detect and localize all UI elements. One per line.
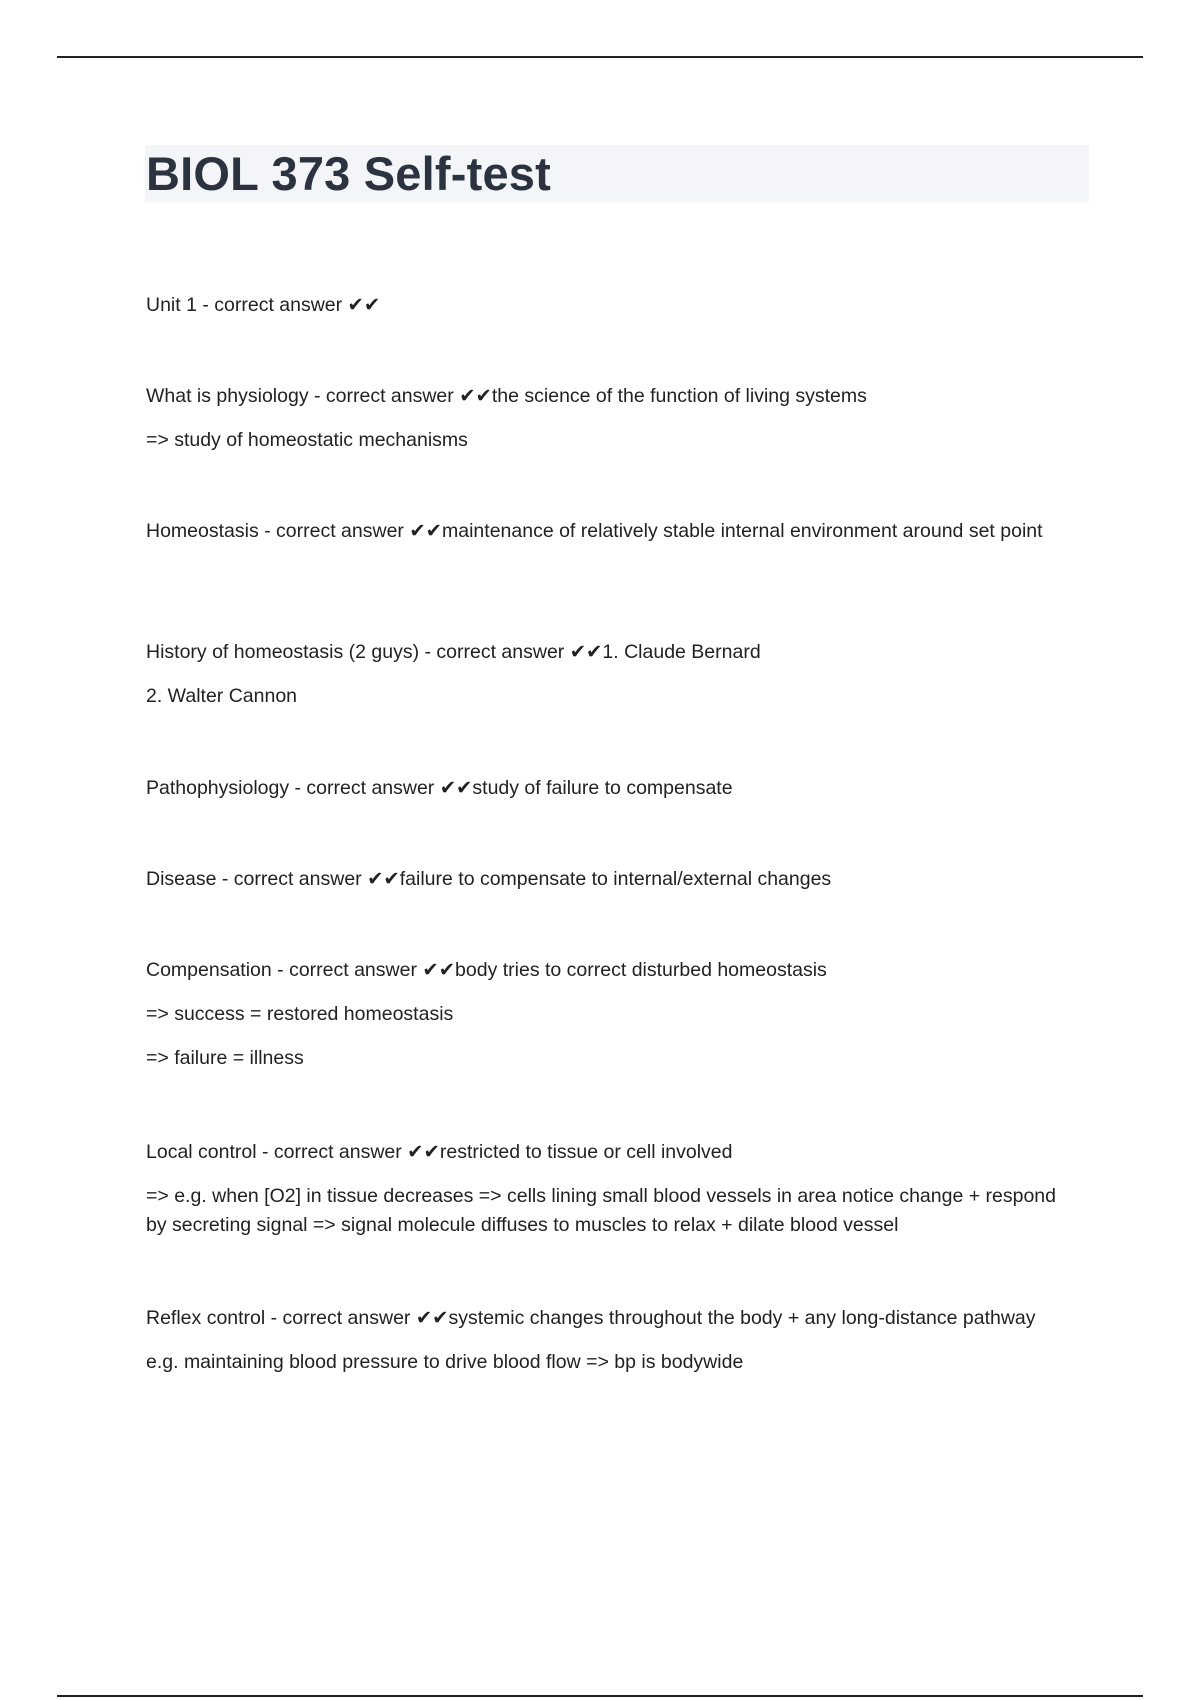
entry-answer: 1. Claude Bernard [602, 641, 761, 663]
entry-term: Homeostasis - correct answer ✔✔ [146, 520, 443, 542]
entry-answer: the science of the function of living systems [491, 385, 867, 407]
entry-homeostasis [146, 517, 1076, 546]
entry-what-is-physiology [146, 382, 1076, 455]
entry-answer: study of failure to compensate [472, 777, 733, 799]
entry-extra: => study of homeostatic mechanisms [146, 429, 468, 451]
entry-question-answer [146, 956, 1076, 985]
entry-unit-1 [146, 291, 1076, 320]
entry-extra: 2. Walter Cannon [146, 685, 298, 707]
entry-answer: body tries to correct disturbed homeostasis [455, 959, 827, 981]
header-rule [57, 56, 1143, 58]
entry-term: History of homeostasis (2 guys) - correct answer ✔✔ [146, 641, 603, 663]
entry-answer: restricted to tissue or cell involved [439, 1141, 733, 1163]
entry-answer: systemic changes throughout the body + any long-distance pathway [448, 1307, 1036, 1329]
entry-question-answer [146, 1304, 1076, 1333]
entry-local-control [146, 1138, 1076, 1240]
entry-compensation [146, 956, 1076, 1073]
entry-term: Reflex control - correct answer ✔✔ [146, 1307, 449, 1329]
entry-answer: maintenance of relatively stable internal environment around set point [442, 520, 1043, 542]
entry-question-answer [146, 517, 1076, 546]
entry-extra: e.g. maintaining blood pressure to drive blood flow => bp is bodywide [146, 1351, 744, 1373]
entry-disease [146, 865, 1076, 894]
entry-extra: => e.g. when [O2] in tissue decreases => cells lining small blood vessels in area notice change + respond by secreting signal => signal molecule diffuses to muscles to relax + dilate blood vessel [146, 1185, 1056, 1236]
entry-question-answer [146, 1138, 1076, 1167]
entry-reflex-control [146, 1304, 1076, 1377]
document-title: BIOL 373 Self-test [146, 147, 551, 200]
entry-question-answer [146, 865, 1076, 894]
entry-term: Local control - correct answer ✔✔ [146, 1141, 440, 1163]
entry-term: Compensation - correct answer ✔✔ [146, 959, 456, 981]
entry-extra: => failure = illness [146, 1047, 304, 1069]
entry-history-of-homeostasis [146, 638, 1076, 711]
entry-term: Pathophysiology - correct answer ✔✔ [146, 777, 473, 799]
entry-term: Unit 1 - correct answer ✔✔ [146, 294, 381, 316]
entry-question-answer [146, 638, 1076, 667]
entry-extra: => success = restored homeostasis [146, 1003, 454, 1025]
entry-pathophysiology [146, 774, 1076, 803]
entry-answer: failure to compensate to internal/external changes [399, 868, 832, 890]
entry-term: What is physiology - correct answer ✔✔ [146, 385, 492, 407]
footer-rule [57, 1695, 1143, 1697]
entry-term: Disease - correct answer ✔✔ [146, 868, 400, 890]
entry-question-answer [146, 774, 1076, 803]
entry-question-answer [146, 382, 1076, 411]
